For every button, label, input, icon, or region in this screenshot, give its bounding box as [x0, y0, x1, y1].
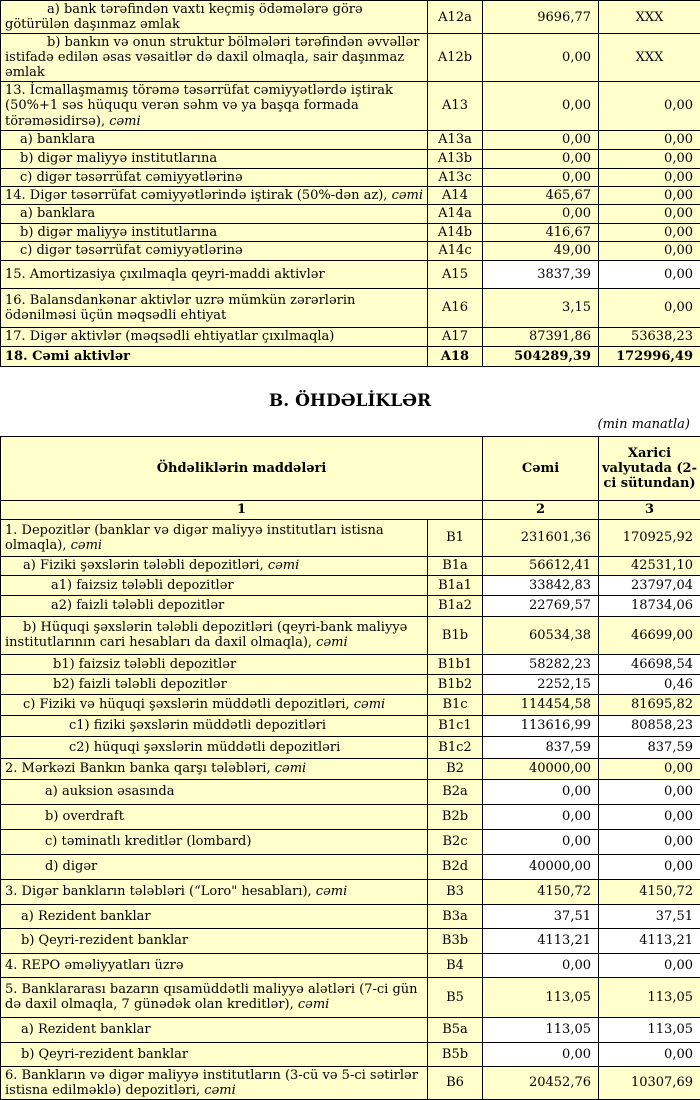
table-row: [1, 758, 700, 779]
row-total-value: 0,00: [483, 34, 599, 82]
table-row: [1, 736, 700, 758]
row-label: 4. REPO əməliyyatları üzrə: [1, 953, 428, 977]
row-foreign-currency-value: 0,46: [599, 674, 700, 694]
table-row: [1, 130, 700, 149]
row-foreign-currency-value: 37,51: [599, 904, 700, 928]
row-code: A13b: [428, 149, 483, 168]
row-label: b) digər maliyyə institutlarına: [1, 223, 428, 241]
row-foreign-currency-value: 0,00: [599, 204, 700, 223]
row-code: B2a: [428, 779, 483, 804]
row-foreign-currency-value: 0,00: [599, 223, 700, 241]
row-foreign-currency-value: 113,05: [599, 1017, 700, 1042]
table-row: [1, 879, 700, 904]
row-code: A13: [428, 82, 483, 130]
row-foreign-currency-value: 81695,82: [599, 694, 700, 715]
row-label: a) auksion əsasında: [1, 779, 428, 804]
row-label: b) Qeyri-rezident banklar: [1, 928, 428, 953]
row-label: 5. Banklararası bazarın qısamüddətli maliyyə alətləri (7-ci gün də daxil olmaqla, 7 günədək olan kreditlər), cəmi: [1, 977, 428, 1017]
row-code: B1b: [428, 616, 483, 654]
row-foreign-currency-value: 0,00: [599, 829, 700, 854]
row-code: B5b: [428, 1042, 483, 1066]
assets-table-continuation: [0, 0, 700, 367]
row-total-value: 465,67: [483, 186, 599, 204]
table-row: [1, 186, 700, 204]
row-label: c) təminatlı kreditlər (lombard): [1, 829, 428, 854]
table-row: [1, 288, 700, 327]
row-label: b) digər maliyyə institutlarına: [1, 149, 428, 168]
row-total-value: 2252,15: [483, 674, 599, 694]
table-row: [1, 575, 700, 595]
row-foreign-currency-value: 170925,92: [599, 519, 700, 556]
table-row: [1, 616, 700, 654]
table-row: [1, 519, 700, 556]
liabilities-table: [0, 436, 700, 1100]
row-code: A13c: [428, 168, 483, 186]
row-total-value: 0,00: [483, 1042, 599, 1066]
unit-note: (min manatla): [0, 417, 700, 432]
header-total-column: Cəmi: [483, 436, 599, 500]
row-total-value: 416,67: [483, 223, 599, 241]
row-label: c) digər təsərrüfat cəmiyyətlərinə: [1, 168, 428, 186]
table-row: [1, 1066, 700, 1099]
row-total-value: 33842,83: [483, 575, 599, 595]
table-row: [1, 779, 700, 804]
table-row: [1, 953, 700, 977]
table-row: [1, 715, 700, 736]
row-foreign-currency-value: 42531,10: [599, 556, 700, 575]
row-total-value: 3837,39: [483, 260, 599, 288]
row-label: b1) faizsiz tələbli depozitlər: [1, 654, 428, 674]
table-row: [1, 346, 700, 366]
row-total-value: 837,59: [483, 736, 599, 758]
row-total-value: 504289,39: [483, 346, 599, 366]
row-code: B1a1: [428, 575, 483, 595]
row-label: 14. Digər təsərrüfat cəmiyyətlərində iştirak (50%-dən az), cəmi: [1, 186, 428, 204]
row-total-value: 37,51: [483, 904, 599, 928]
row-label: 18. Cəmi aktivlər: [1, 346, 428, 366]
row-foreign-currency-value: 0,00: [599, 804, 700, 829]
row-code: B1b2: [428, 674, 483, 694]
row-total-value: 49,00: [483, 241, 599, 260]
row-code: B1c1: [428, 715, 483, 736]
row-label: a) Rezident banklar: [1, 1017, 428, 1042]
row-code: B1c2: [428, 736, 483, 758]
table-row: [1, 223, 700, 241]
row-code: B4: [428, 953, 483, 977]
row-total-value: 0,00: [483, 130, 599, 149]
row-total-value: 0,00: [483, 804, 599, 829]
column-numbering-row: [1, 500, 700, 519]
row-foreign-currency-value: 10307,69: [599, 1066, 700, 1099]
row-foreign-currency-value: 80858,23: [599, 715, 700, 736]
row-code: B1: [428, 519, 483, 556]
row-label: 17. Digər aktivlər (məqsədli ehtiyatlar çıxılmaqla): [1, 327, 428, 346]
row-label: a) Fiziki şəxslərin tələbli depozitləri, cəmi: [1, 556, 428, 575]
row-code: A12a: [428, 1, 483, 34]
row-total-value: 0,00: [483, 779, 599, 804]
row-label: c) digər təsərrüfat cəmiyyətlərinə: [1, 241, 428, 260]
row-code: A14b: [428, 223, 483, 241]
row-foreign-currency-value: 172996,49: [599, 346, 700, 366]
table-row: [1, 556, 700, 575]
row-total-value: 0,00: [483, 82, 599, 130]
row-total-value: 58282,23: [483, 654, 599, 674]
row-foreign-currency-value: 113,05: [599, 977, 700, 1017]
row-total-value: 40000,00: [483, 758, 599, 779]
row-foreign-currency-value: 0,00: [599, 82, 700, 130]
row-label: b) Qeyri-rezident banklar: [1, 1042, 428, 1066]
table-row: [1, 829, 700, 854]
row-code: A12b: [428, 34, 483, 82]
row-total-value: 4113,21: [483, 928, 599, 953]
row-total-value: 22769,57: [483, 595, 599, 616]
row-foreign-currency-value: XXX: [599, 34, 700, 82]
row-code: A18: [428, 346, 483, 366]
row-code: A13a: [428, 130, 483, 149]
row-code: B2c: [428, 829, 483, 854]
row-label: b) overdraft: [1, 804, 428, 829]
row-total-value: 114454,58: [483, 694, 599, 715]
table-row: [1, 1017, 700, 1042]
row-total-value: 113,05: [483, 977, 599, 1017]
section-b-title: B. ÖHDƏLİKLƏR: [0, 391, 700, 411]
table-row: [1, 204, 700, 223]
row-code: A17: [428, 327, 483, 346]
row-code: B3: [428, 879, 483, 904]
table-row: [1, 804, 700, 829]
row-foreign-currency-value: 0,00: [599, 168, 700, 186]
row-code: A16: [428, 288, 483, 327]
row-total-value: 56612,41: [483, 556, 599, 575]
row-label: 1. Depozitlər (banklar və digər maliyyə institutları istisna olmaqla), cəmi: [1, 519, 428, 556]
table-row: [1, 694, 700, 715]
row-code: B1b1: [428, 654, 483, 674]
row-code: B3a: [428, 904, 483, 928]
row-total-value: 0,00: [483, 204, 599, 223]
row-code: B5a: [428, 1017, 483, 1042]
table-row: [1, 977, 700, 1017]
row-code: B1a: [428, 556, 483, 575]
row-foreign-currency-value: 0,00: [599, 241, 700, 260]
row-label: a) bank tərəfindən vaxtı keçmiş ödəmələrə görə götürülən daşınmaz əmlak: [1, 1, 428, 34]
table-row: [1, 168, 700, 186]
row-total-value: 113616,99: [483, 715, 599, 736]
row-code: B2d: [428, 854, 483, 879]
row-total-value: 0,00: [483, 953, 599, 977]
row-foreign-currency-value: 0,00: [599, 149, 700, 168]
row-foreign-currency-value: 0,00: [599, 953, 700, 977]
table-row: [1, 260, 700, 288]
row-label: a1) faizsiz tələbli depozitlər: [1, 575, 428, 595]
row-code: B1a2: [428, 595, 483, 616]
row-foreign-currency-value: 0,00: [599, 288, 700, 327]
column-number-1: 1: [1, 500, 483, 519]
row-foreign-currency-value: 0,00: [599, 130, 700, 149]
row-label: a2) faizli tələbli depozitlər: [1, 595, 428, 616]
table-row: [1, 654, 700, 674]
row-foreign-currency-value: 0,00: [599, 758, 700, 779]
row-foreign-currency-value: 0,00: [599, 186, 700, 204]
row-total-value: 40000,00: [483, 854, 599, 879]
row-foreign-currency-value: 837,59: [599, 736, 700, 758]
row-label: d) digər: [1, 854, 428, 879]
column-number-2: 2: [483, 500, 599, 519]
row-label: c1) fiziki şəxslərin müddətli depozitləri: [1, 715, 428, 736]
table-row: [1, 928, 700, 953]
row-label: a) banklara: [1, 204, 428, 223]
row-label: 15. Amortizasiya çıxılmaqla qeyri-maddi aktivlər: [1, 260, 428, 288]
row-total-value: 9696,77: [483, 1, 599, 34]
row-label: c) Fiziki və hüquqi şəxslərin müddətli depozitləri, cəmi: [1, 694, 428, 715]
row-label: b) Hüquqi şəxslərin tələbli depozitləri (qeyri-bank maliyyə institutlarının cari hesabları da daxil olmaqla), cəmi: [1, 616, 428, 654]
row-total-value: 113,05: [483, 1017, 599, 1042]
row-total-value: 87391,86: [483, 327, 599, 346]
row-total-value: 60534,38: [483, 616, 599, 654]
table-row: [1, 327, 700, 346]
row-total-value: 0,00: [483, 149, 599, 168]
column-number-3: 3: [599, 500, 700, 519]
row-label: b2) faizli tələbli depozitlər: [1, 674, 428, 694]
table-row: [1, 34, 700, 82]
row-label: b) bankın və onun struktur bölmələri tərəfindən əvvəllər istifadə edilən əsas vəsaitlər də daxil olmaqla, sair daşınmaz əmlak: [1, 34, 428, 82]
table-row: [1, 82, 700, 130]
row-foreign-currency-value: 46698,54: [599, 654, 700, 674]
table-row: [1, 1, 700, 34]
row-total-value: 231601,36: [483, 519, 599, 556]
row-total-value: 0,00: [483, 168, 599, 186]
row-foreign-currency-value: 46699,00: [599, 616, 700, 654]
row-foreign-currency-value: 0,00: [599, 1042, 700, 1066]
row-code: B2b: [428, 804, 483, 829]
row-code: A15: [428, 260, 483, 288]
table-row: [1, 1042, 700, 1066]
row-label: 13. İcmallaşmamış törəmə təsərrüfat cəmiyyətlərdə iştirak (50%+1 səs hüququ verən səhm və ya başqa formada törəməsidirsə), cəmi: [1, 82, 428, 130]
row-code: B3b: [428, 928, 483, 953]
row-code: A14a: [428, 204, 483, 223]
row-foreign-currency-value: 0,00: [599, 779, 700, 804]
row-code: B6: [428, 1066, 483, 1099]
row-label: 16. Balansdankənar aktivlər uzrə mümkün zərərlərin ödənilməsi üçün məqsədli ehtiyat: [1, 288, 428, 327]
row-code: A14: [428, 186, 483, 204]
row-foreign-currency-value: 0,00: [599, 854, 700, 879]
row-total-value: 0,00: [483, 829, 599, 854]
row-label: 2. Mərkəzi Bankın banka qarşı tələbləri, cəmi: [1, 758, 428, 779]
table-row: [1, 904, 700, 928]
table-header-row: [1, 436, 700, 500]
header-foreign-currency-column: Xarici valyutada (2-ci sütundan): [599, 436, 700, 500]
row-total-value: 3,15: [483, 288, 599, 327]
row-foreign-currency-value: XXX: [599, 1, 700, 34]
table-row: [1, 149, 700, 168]
table-row: [1, 595, 700, 616]
table-row: [1, 241, 700, 260]
row-label: c2) hüquqi şəxslərin müddətli depozitləri: [1, 736, 428, 758]
row-foreign-currency-value: 53638,23: [599, 327, 700, 346]
table-row: [1, 674, 700, 694]
row-label: a) Rezident banklar: [1, 904, 428, 928]
row-foreign-currency-value: 4113,21: [599, 928, 700, 953]
row-code: B2: [428, 758, 483, 779]
row-label: 6. Bankların və digər maliyyə institutların (3-cü və 5-ci sətirlər istisna edilməklə) depozitləri, cəmi: [1, 1066, 428, 1099]
table-row: [1, 854, 700, 879]
row-foreign-currency-value: 18734,06: [599, 595, 700, 616]
row-label: a) banklara: [1, 130, 428, 149]
header-items-column: Öhdəliklərin maddələri: [1, 436, 483, 500]
row-label: 3. Digər bankların tələbləri (“Loro" hesabları), cəmi: [1, 879, 428, 904]
row-total-value: 4150,72: [483, 879, 599, 904]
row-code: A14c: [428, 241, 483, 260]
row-code: B5: [428, 977, 483, 1017]
row-foreign-currency-value: 0,00: [599, 260, 700, 288]
row-code: B1c: [428, 694, 483, 715]
row-total-value: 20452,76: [483, 1066, 599, 1099]
row-foreign-currency-value: 23797,04: [599, 575, 700, 595]
row-foreign-currency-value: 4150,72: [599, 879, 700, 904]
